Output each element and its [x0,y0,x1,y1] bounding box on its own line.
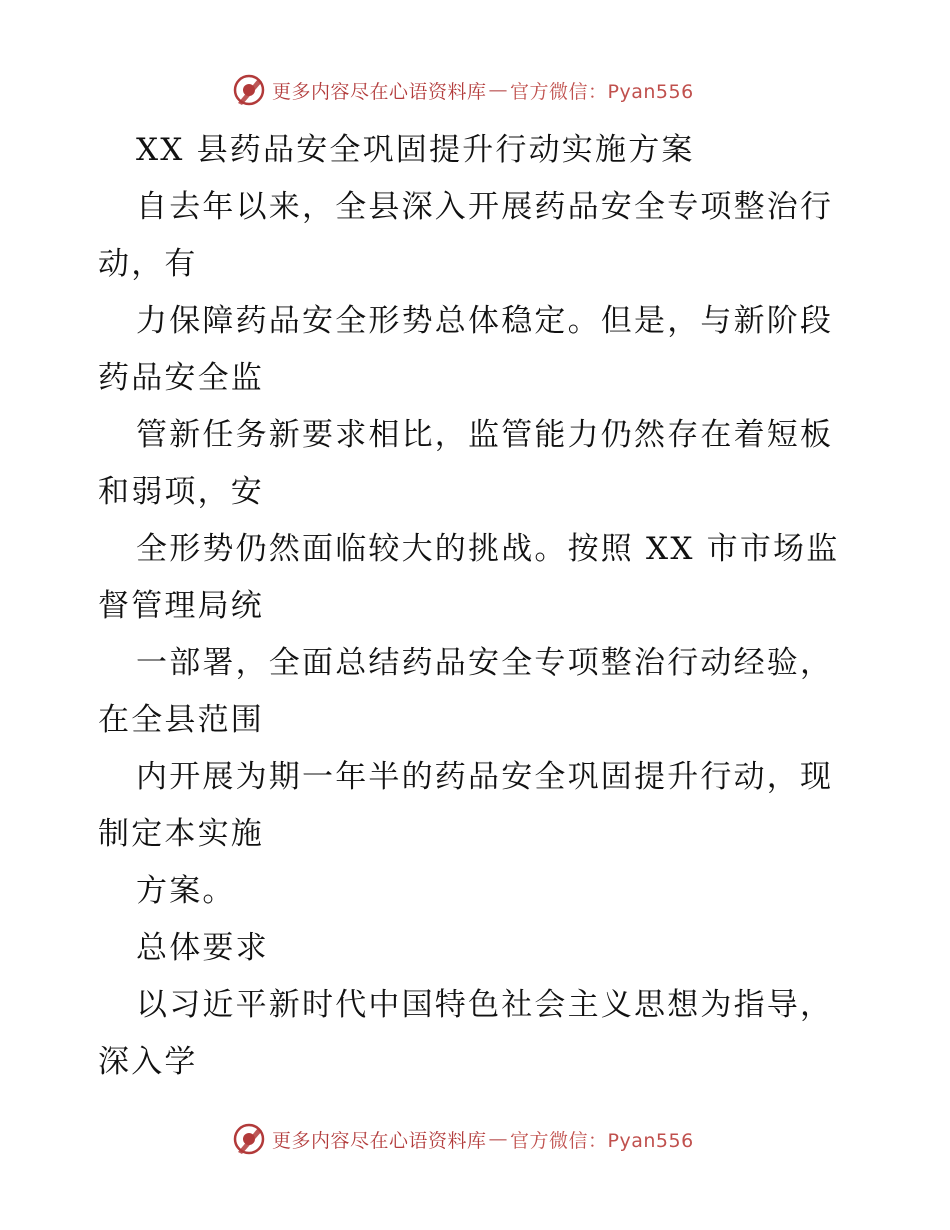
banner-contact: 官方微信：Pyan556 [510,80,694,103]
document-line: 深入学 [98,1044,198,1080]
document-line: 内开展为期一年半的药品安全巩固提升行动，现 [136,759,834,795]
document-line: 管新任务新要求相比，监管能力仍然存在着短板 [136,417,834,453]
banner-text: 更多内容尽在心语资料库 [272,1129,487,1152]
document-line: 总体要求 [136,930,269,966]
document-line: 全形势仍然面临较大的挑战。按照 XX 市市场监 [136,531,840,567]
document-body [98,122,858,1091]
banner-contact: 官方微信：Pyan556 [510,1129,694,1152]
document-line: 和弱项，安 [98,474,264,510]
pen-logo-icon [232,1122,266,1156]
footer-watermark-banner [232,1122,694,1156]
document-line: 督管理局统 [98,588,264,624]
document-line: 以习近平新时代中国特色社会主义思想为指导， [136,987,834,1023]
header-watermark-banner [232,73,694,107]
pen-logo-icon [232,73,266,107]
document-line: 动，有 [98,246,198,282]
banner-separator: — [488,1128,509,1150]
document-line: 一部署，全面总结药品安全专项整治行动经验， [136,645,834,681]
document-line: 自去年以来，全县深入开展药品安全专项整治行 [136,189,834,225]
document-line: 制定本实施 [98,816,264,852]
document-line: XX 县药品安全巩固提升行动实施方案 [136,132,695,168]
document-line: 在全县范围 [98,702,264,738]
banner-text: 更多内容尽在心语资料库 [272,80,487,103]
document-line: 方案。 [136,873,236,909]
banner-separator: — [488,79,509,101]
document-line: 药品安全监 [98,360,264,396]
document-line: 力保障药品安全形势总体稳定。但是，与新阶段 [136,303,834,339]
